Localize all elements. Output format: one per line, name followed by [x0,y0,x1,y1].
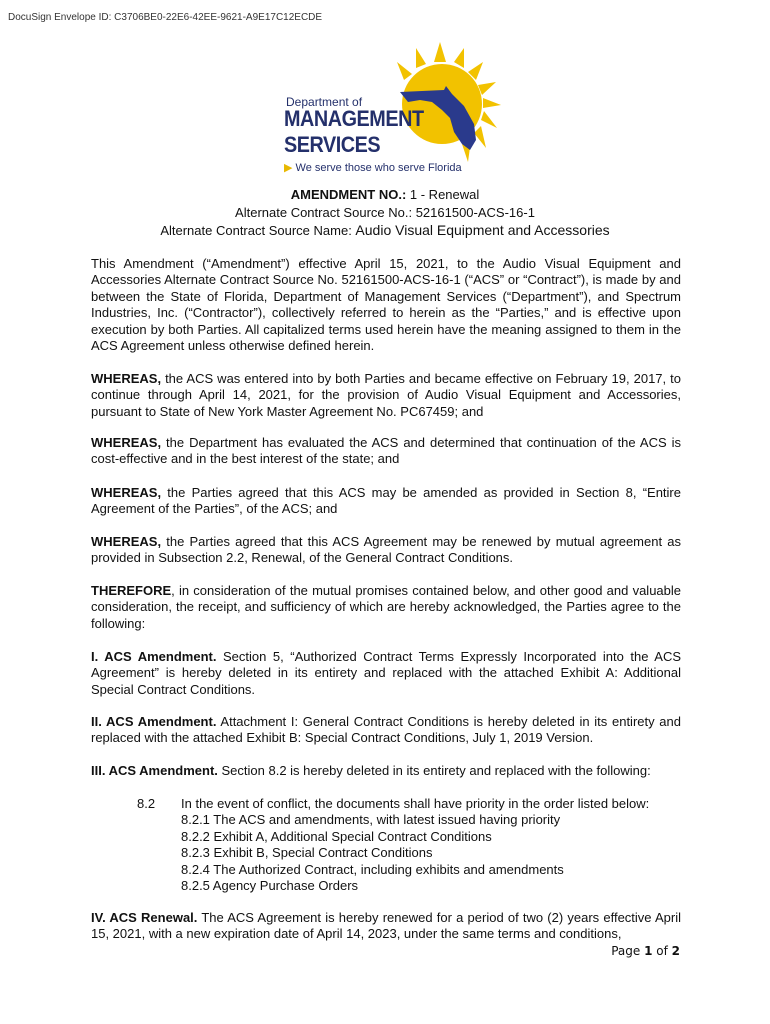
subsection-number: 8.2 [137,796,156,811]
envelope-id: DocuSign Envelope ID: C3706BE0-22E6-42EE-9621-A9E17C12ECDE [8,12,323,23]
section-1: I. ACS Amendment. Section 5, “Authorized Contract Terms Expressly Incorporated into the ACS Agreement” is hereby deleted in its entirety and replaced with the attached Exhibit A: Additional Special Contract Conditions. [91,649,682,697]
logo-tagline: ▶ We serve those who serve Florida [284,162,462,174]
therefore-paragraph: THEREFORE, in consideration of the mutual promises contained below, and other good and valuable consideration, the receipt, and sufficiency of which are hereby acknowledged, the Parties agree to the following: [91,583,681,631]
section-4: IV. ACS Renewal. The ACS Agreement is hereby renewed for a period of two (2) years effective April 15, 2021, with a new expiration date of April 14, 2023, under the same terms and conditions, [91,910,681,942]
florida-sun-icon [380,40,502,165]
whereas-1: WHEREAS, the ACS was entered into by both Parties and became effective on February 19, 2017, to continue through April 14, 2021, for the provision of Audio Visual Equipment and Accessories, pursuant to State of New York Master Agreement No. PC67459; and [91,371,681,419]
source-name: Alternate Contract Source Name: Audio Visual Equipment and Accessories [160,222,610,238]
source-number: Alternate Contract Source No.: 52161500-ACS-16-1 [235,205,535,220]
subsection-line: 8.2.1 The ACS and amendments, with latest issued having priority [181,812,561,828]
logo-line-department: Department of [286,95,363,109]
subsection-line: 8.2.5 Agency Purchase Orders [181,878,359,894]
section-3: III. ACS Amendment. Section 8.2 is hereby deleted in its entirety and replaced with the following: [91,763,651,778]
subsection-line: 8.2.2 Exhibit A, Additional Special Contract Conditions [181,828,492,844]
subsection-line: 8.2.3 Exhibit B, Special Contract Conditions [181,845,433,861]
whereas-4: WHEREAS, the Parties agreed that this ACS Agreement may be renewed by mutual agreement as provided in Subsection 2.2, Renewal, of the General Contract Conditions. [91,534,681,566]
section-2: II. ACS Amendment. Attachment I: General Contract Conditions is hereby deleted in its entirety and replaced with the attached Exhibit B: Special Contract Conditions, July 1, 2019 Version. [91,714,681,746]
subsection-line: 8.2.4 The Authorized Contract, including exhibits and amendments [181,861,564,877]
subsection-line: In the event of conflict, the documents shall have priority in the order listed below: [181,796,650,811]
amendment-number: AMENDMENT NO.: 1 - Renewal [290,187,480,202]
play-arrow-icon: ▶ [284,162,293,174]
intro-paragraph: This Amendment (“Amendment”) effective April 15, 2021, to the Audio Visual Equipment and Accessories Alternate Contract Source No. 52161500-ACS-16-1 (“ACS” or “Contract”), is made by and between the State of Florida, Department of Management Services (“Department”), and Spectrum Industries, Inc. (“Contractor”), collectively referred to herein as the “Parties,” and is effective upon execution by both Parties. All capitalized terms used herein have the meaning assigned to them in the ACS Agreement unless otherwise defined herein. [91,256,681,354]
whereas-3: WHEREAS, the Parties agreed that this ACS may be amended as provided in Section 8, “Entire Agreement of the Parties”, of the ACS; and [91,485,681,517]
logo-line-management: MANAGEMENT [284,106,424,131]
whereas-2: WHEREAS, the Department has evaluated the ACS and determined that continuation of the ACS is cost-effective and in the best interest of the state; and [91,435,681,467]
page-number: Page 1 of 2 [611,944,680,958]
dms-logo [280,40,502,180]
logo-line-services: SERVICES [284,132,381,157]
subsection-lines [181,796,691,894]
